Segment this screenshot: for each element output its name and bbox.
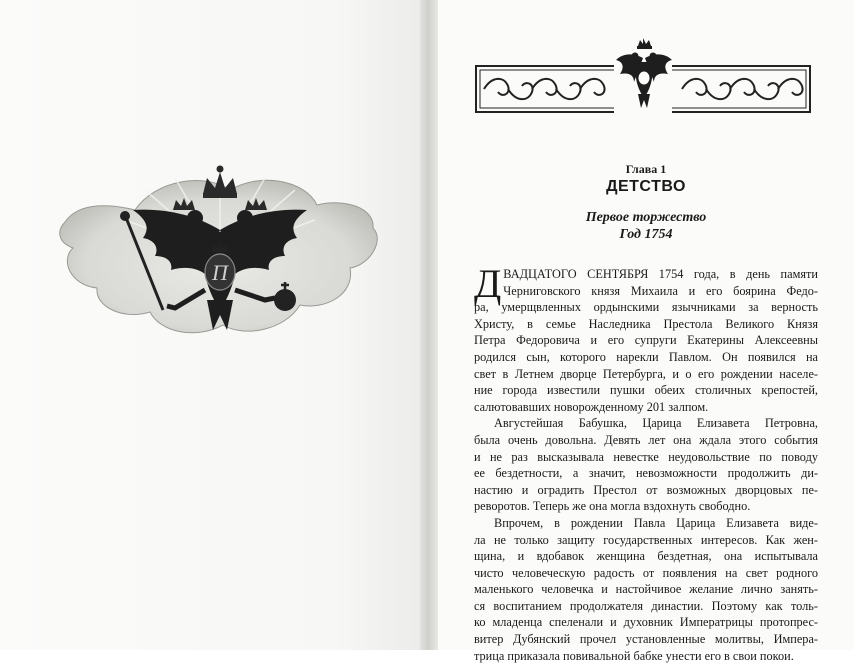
text-line: Петра Федоровича и его супруги Екатерины Алексеевны — [474, 333, 818, 348]
emblem-monogram: П — [212, 260, 228, 285]
text-line: родился сын, которого нарекли Павлом. Он появился на — [474, 349, 818, 364]
section-year: Год 1754 — [619, 227, 673, 242]
text-line: Августейшая Бабушка, Царица Елизавета Петровна, — [494, 416, 818, 431]
paragraph-3 — [474, 515, 818, 664]
text-line: ВАДЦАТОГО СЕНТЯБРЯ 1754 года, в день памяти — [503, 267, 818, 281]
text-line: свет в Летнем дворце Петербурга, и о его рождении населе- — [474, 366, 818, 381]
text-line: ла не только защиту государственных интересов. Как жен- — [474, 532, 818, 547]
section-title: Первое торжество — [585, 210, 707, 225]
paragraph-1 — [474, 261, 818, 415]
double-headed-eagle-emblem — [55, 160, 385, 350]
book-gutter — [420, 0, 438, 650]
text-line: салютовавших новорожденному 201 залпом. — [474, 399, 709, 414]
text-line: ра, умерщвленных ордынскими язычниками за верность — [474, 300, 818, 315]
text-line: настию и оградить Престол от возможных дворцовых пе- — [474, 482, 818, 497]
body-text — [474, 261, 818, 664]
text-line: чисто человеческую радость от появления на свет родного — [474, 565, 818, 580]
chapter-number: Глава 1 — [625, 162, 667, 176]
text-line: щина, и вдобавок женщина бездетная, она испытывала — [474, 549, 818, 564]
text-line: маленького человечка и настойчивое желание лично занять- — [474, 582, 818, 597]
text-line: витер Дубянский прочел установленные молитвы, Импера- — [474, 632, 818, 647]
right-page — [438, 0, 854, 663]
header-ornament — [474, 36, 812, 118]
text-line: ние города известили пушки обеих столичных крепостей, — [474, 383, 818, 398]
text-line: ко младенца спеленали и духовник Императрицы протопрес- — [474, 615, 818, 630]
chapter-title: ДЕТСТВО — [606, 178, 686, 195]
text-line: трица приказала повивальной бабке унести его в свои покои. — [474, 648, 794, 663]
drop-cap: Д — [474, 261, 502, 306]
text-line: и не раз высказывала невестке неудовольствие по поводу — [474, 449, 818, 464]
text-line: ее бездетности, а значит, невозможности продолжить ди- — [474, 466, 818, 481]
text-line: Черниговского князя Михаила и его боярина Федо- — [503, 283, 818, 298]
text-line: реворотов. Теперь же она могла вздохнуть свободно. — [474, 499, 751, 514]
paragraph-2 — [474, 415, 818, 515]
left-page — [0, 0, 420, 650]
text-line: Христу, в семье Наследника Престола Великого Князя — [474, 316, 818, 331]
text-line: Впрочем, в рождении Павла Царица Елизавета виде- — [494, 515, 818, 530]
text-line: была очень довольна. Девять лет она ждала этого события — [474, 432, 818, 447]
text-line: ся воспитанием продолжателя династии. Поэтому как толь- — [474, 598, 818, 613]
